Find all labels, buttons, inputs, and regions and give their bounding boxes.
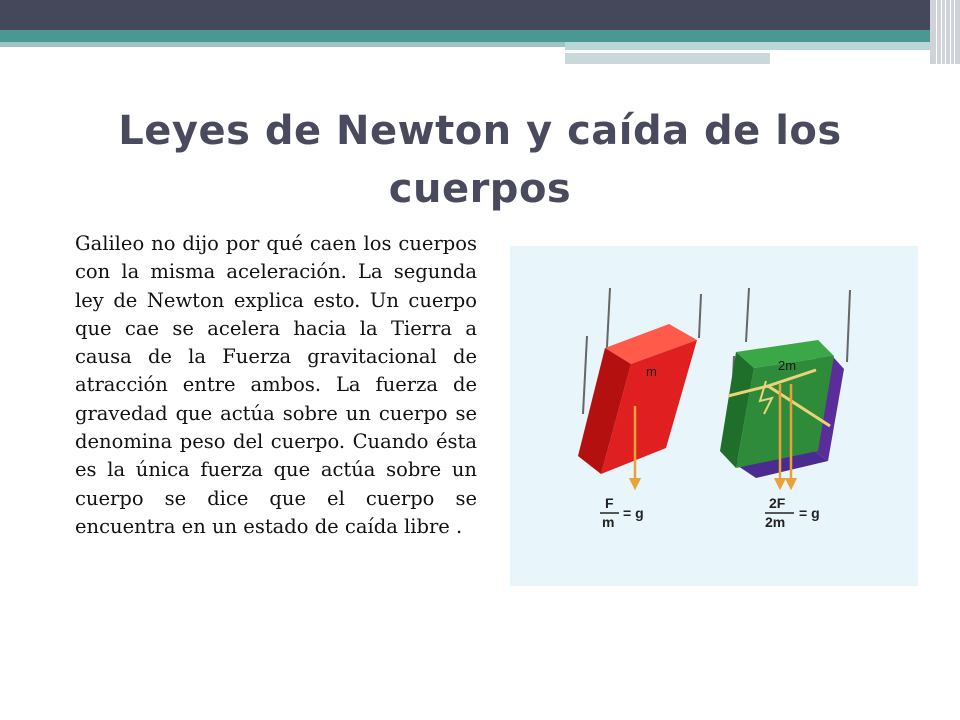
left-formula-result: = g: [623, 505, 644, 521]
header-bar-end-cap: [930, 0, 960, 64]
left-formula-denominator: m: [602, 514, 615, 530]
accent-strip: [0, 30, 930, 42]
right-formula-numerator: 2F: [769, 495, 786, 511]
accent-strip-pale: [565, 42, 930, 50]
accent-strip-light: [0, 42, 565, 47]
slide-body-text: Galileo no dijo por qué caen los cuerpos con la misma aceleración. La segunda ley de Newton explica esto. Un cuerpo que cae se acelera hacia la Tierra a causa de la Fuerza gravitacional de atracción entre ambos. La fuerza de gravedad que actúa sobre un cuerpo se denomina peso del cuerpo. Cuando ésta es la única fuerza que actúa sobre un cuerpo se dice que el cuerpo se encuentra en un estado de caída libre .: [75, 232, 477, 538]
header-bar: [0, 0, 960, 30]
falling-blocks-diagram: [510, 246, 918, 586]
slide-title: Leyes de Newton y caída de los cuerpos: [118, 107, 842, 212]
left-block-label: m: [646, 364, 657, 379]
right-formula: [765, 495, 820, 530]
falling-bodies-illustration: [510, 246, 918, 586]
accent-tab: [565, 53, 770, 64]
red-block: [578, 324, 697, 474]
left-formula-numerator: F: [605, 495, 614, 511]
right-formula-result: = g: [799, 505, 820, 521]
right-formula-denominator: 2m: [765, 514, 786, 530]
right-block-label: 2m: [778, 358, 797, 373]
left-formula: [600, 495, 644, 530]
